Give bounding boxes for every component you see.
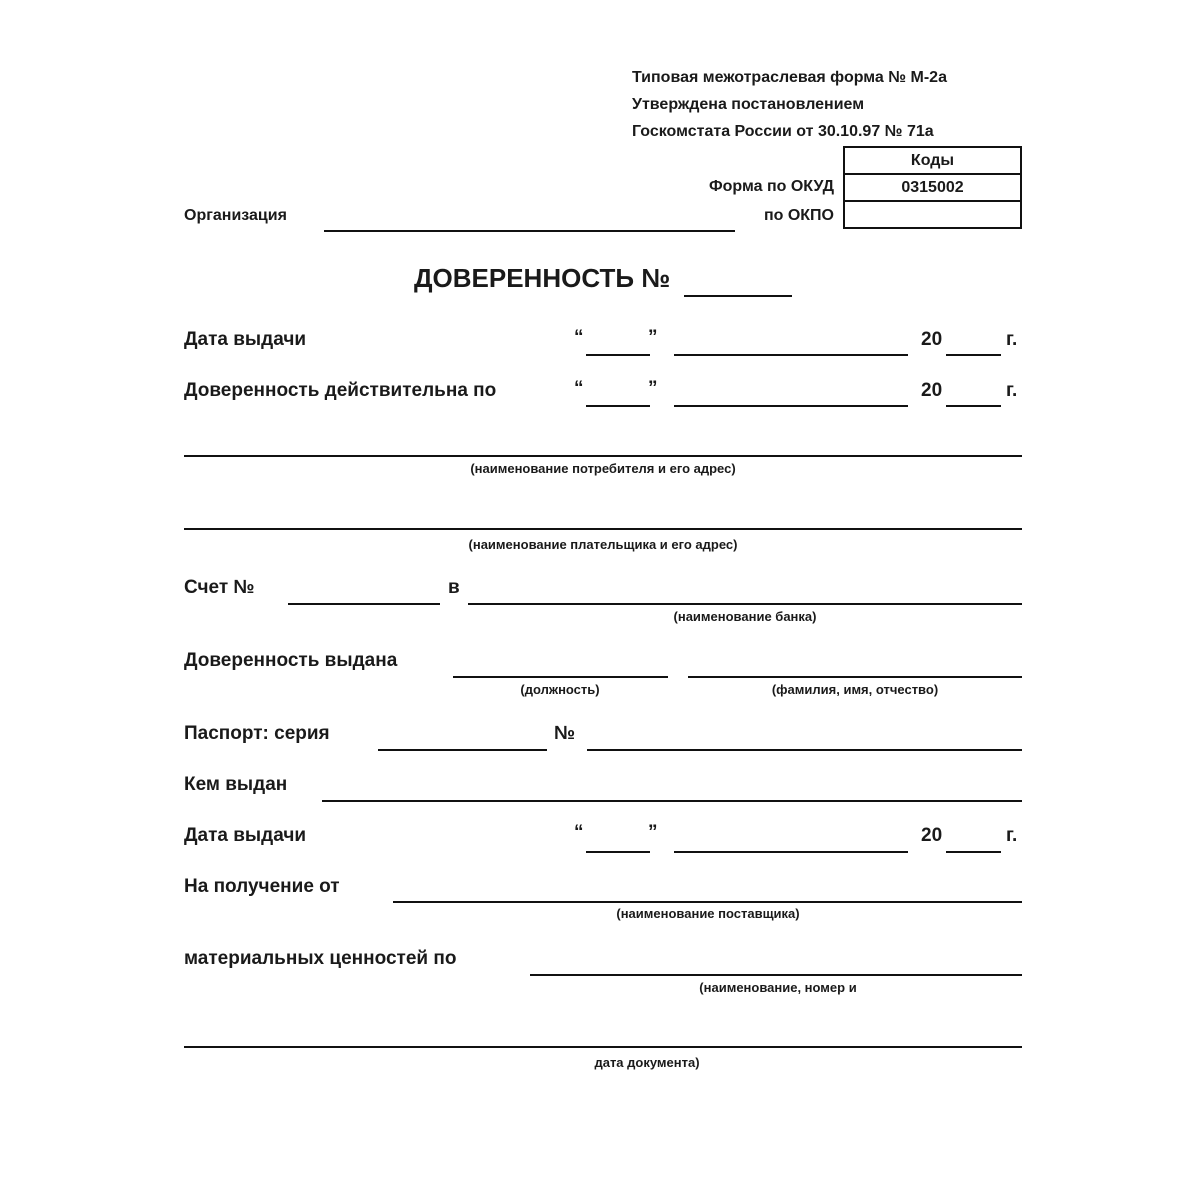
quote-open: “ bbox=[574, 378, 584, 399]
okud-code-value: 0315002 bbox=[844, 174, 1021, 201]
year-suffix: г. bbox=[1006, 329, 1018, 350]
issue-day-field[interactable] bbox=[586, 336, 650, 356]
okpo-label: по ОКПО bbox=[763, 207, 834, 224]
account-number-field[interactable] bbox=[288, 585, 440, 605]
passport-date-label: Дата выдачи bbox=[184, 825, 307, 846]
account-label: Счет № bbox=[184, 577, 255, 598]
organization-label: Организация bbox=[184, 207, 287, 224]
payer-field[interactable] bbox=[184, 510, 1022, 530]
in-label: в bbox=[448, 577, 460, 598]
year-prefix: 20 bbox=[921, 329, 943, 350]
valid-year-field[interactable] bbox=[946, 387, 1001, 407]
material-values-label: материальных ценностей по bbox=[184, 948, 457, 969]
quote-close: ” bbox=[648, 327, 658, 348]
bank-caption: (наименование банка) bbox=[673, 609, 817, 624]
passport-year-field[interactable] bbox=[946, 833, 1001, 853]
payer-caption: (наименование плательщика и его адрес) bbox=[468, 537, 738, 552]
issued-by-label: Кем выдан bbox=[184, 774, 288, 795]
issued-to-label: Доверенность выдана bbox=[184, 650, 398, 671]
quote-open: “ bbox=[574, 327, 584, 348]
receive-from-label: На получение от bbox=[184, 876, 340, 897]
quote-open: “ bbox=[574, 822, 584, 843]
approval-line: Утверждена постановлением bbox=[632, 96, 865, 113]
document-caption-part2: дата документа) bbox=[594, 1055, 700, 1070]
issue-date-label: Дата выдачи bbox=[184, 329, 307, 350]
year-prefix: 20 bbox=[921, 380, 943, 401]
document-reference-field[interactable] bbox=[530, 956, 1022, 976]
organization-field[interactable] bbox=[324, 212, 735, 232]
issued-by-field[interactable] bbox=[322, 782, 1022, 802]
valid-until-label: Доверенность действительна по bbox=[184, 380, 497, 401]
valid-month-field[interactable] bbox=[674, 387, 908, 407]
form-type-line: Типовая межотраслевая форма № М-2а bbox=[632, 69, 947, 86]
issue-year-field[interactable] bbox=[946, 336, 1001, 356]
passport-series-field[interactable] bbox=[378, 731, 547, 751]
passport-series-label: Паспорт: серия bbox=[184, 723, 330, 744]
issue-month-field[interactable] bbox=[674, 336, 908, 356]
position-field[interactable] bbox=[453, 658, 668, 678]
position-caption: (должность) bbox=[520, 682, 600, 697]
bank-field[interactable] bbox=[468, 585, 1022, 605]
quote-close: ” bbox=[648, 378, 658, 399]
document-reference-field-2[interactable] bbox=[184, 1028, 1022, 1048]
year-suffix: г. bbox=[1006, 380, 1018, 401]
supplier-field[interactable] bbox=[393, 883, 1022, 903]
consumer-field[interactable] bbox=[184, 437, 1022, 457]
passport-number-field[interactable] bbox=[587, 731, 1022, 751]
document-number-field[interactable] bbox=[684, 277, 792, 297]
full-name-field[interactable] bbox=[688, 658, 1022, 678]
document-title: ДОВЕРЕННОСТЬ № bbox=[414, 263, 671, 293]
approval-decree-line: Госкомстата России от 30.10.97 № 71а bbox=[632, 123, 934, 140]
document-caption-part1: (наименование, номер и bbox=[699, 980, 857, 995]
okpo-code-field[interactable] bbox=[844, 201, 1021, 228]
year-suffix: г. bbox=[1006, 825, 1018, 846]
full-name-caption: (фамилия, имя, отчество) bbox=[771, 682, 939, 697]
year-prefix: 20 bbox=[921, 825, 943, 846]
supplier-caption: (наименование поставщика) bbox=[616, 906, 800, 921]
okud-label: Форма по ОКУД bbox=[709, 178, 834, 195]
passport-day-field[interactable] bbox=[586, 833, 650, 853]
passport-month-field[interactable] bbox=[674, 833, 908, 853]
consumer-caption: (наименование потребителя и его адрес) bbox=[470, 461, 736, 476]
quote-close: ” bbox=[648, 822, 658, 843]
codes-table bbox=[843, 146, 1022, 229]
passport-number-sign: № bbox=[554, 723, 576, 744]
codes-header: Коды bbox=[844, 147, 1021, 174]
valid-day-field[interactable] bbox=[586, 387, 650, 407]
